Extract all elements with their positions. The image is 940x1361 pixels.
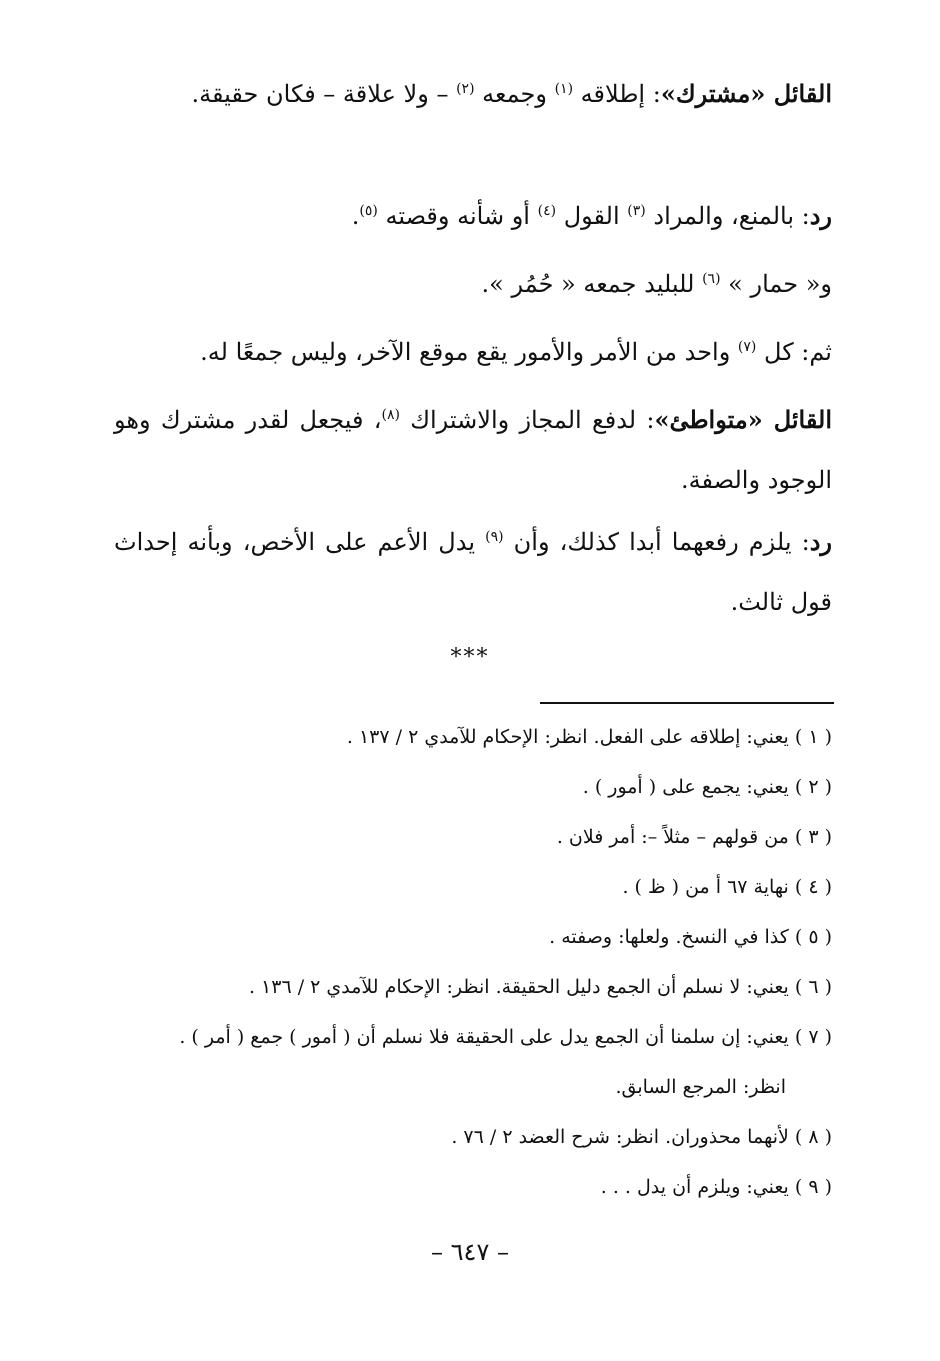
footnote-ref-7: (٧) (737, 339, 757, 355)
paragraph-text: : إطلاقه (573, 80, 661, 108)
paragraph-qaail-mutawati (114, 390, 832, 510)
paragraph-text: ثم: كل (756, 338, 832, 366)
paragraph-text: واحد من الأمر والأمور يقع موقع الآخر، وليس جمعًا له. (200, 338, 738, 366)
paragraph-text: – ولا علاقة – فكان حقيقة. (191, 80, 457, 108)
paragraph-text: القول (556, 202, 628, 230)
paragraph-himar (114, 254, 832, 314)
paragraph-text: أو شأنه وقصته (377, 202, 538, 230)
footnote-ref-3: (٣) (627, 203, 646, 219)
footnote-5: ( ٥ ) كذا في النسخ. ولعلها: وصفته . (549, 926, 832, 948)
paragraph-radd-1 (114, 186, 832, 246)
footnote-ref-4: (٤) (537, 203, 557, 219)
footnote-ref-6: (٦) (702, 271, 721, 287)
paragraph-radd-2 (114, 512, 832, 632)
paragraph-text: و« حمار » (720, 270, 832, 298)
footnote-ref-8: (٨) (381, 407, 400, 423)
paragraph-thumma (114, 322, 832, 382)
paragraph-text: ، فيجعل لقدر مشترك وهو الوجود والصفة. (114, 406, 832, 494)
footnote-divider (540, 702, 834, 704)
paragraph-text: : لدفع المجاز والاشتراك (399, 406, 655, 434)
page-number: – ٦٤٧ – (431, 1238, 509, 1266)
paragraph-text: يدل الأعم على الأخص، وبأنه إحداث قول ثالث. (114, 528, 832, 616)
footnote-3: ( ٣ ) من قولهم – مثلاً –: أمر فلان . (556, 826, 832, 848)
footnote-9: ( ٩ ) يعني: ويلزم أن يدل . . . (600, 1176, 832, 1198)
paragraph-text: وجمعه (474, 80, 555, 108)
paragraph-qaail-mushtarak (114, 64, 832, 124)
footnote-1: ( ١ ) يعني: إطلاقه على الفعل. انظر: الإحكام للآمدي ٢ / ١٣٧ . (346, 726, 832, 748)
section-separator: *** (450, 645, 490, 670)
footnote-2: ( ٢ ) يعني: يجمع على ( أمور ) . (582, 776, 832, 798)
paragraph-text: : بالمنع، والمراد (645, 202, 810, 230)
paragraph-lead: القائل «مشترك» (660, 79, 832, 108)
footnote-6: ( ٦ ) يعني: لا نسلم أن الجمع دليل الحقيقة. انظر: الإحكام للآمدي ٢ / ١٣٦ . (248, 976, 832, 998)
footnote-7: ( ٧ ) يعني: إن سلمنا أن الجمع يدل على الحقيقة فلا نسلم أن ( أمور ) جمع ( أمر ) . (179, 1026, 832, 1048)
footnote-ref-2: (٢) (456, 81, 475, 97)
footnote-4: ( ٤ ) نهاية ٦٧ أ من ( ظ ) . (622, 876, 832, 898)
paragraph-lead: القائل «متواطئ» (654, 405, 832, 434)
footnote-ref-5: (٥) (359, 203, 378, 219)
paragraph-lead: رد (809, 201, 832, 230)
paragraph-text: للبليد جمعه « حُمُر ». (481, 270, 703, 298)
footnote-ref-1: (١) (554, 81, 574, 97)
paragraph-text: : يلزم رفعهما أبدا كذلك، وأن (503, 528, 810, 556)
footnote-8: ( ٨ ) لأنهما محذوران. انظر: شرح العضد ٢ / ٧٦ . (451, 1126, 832, 1148)
paragraph-lead: رد (809, 527, 832, 556)
footnotes-section (114, 712, 832, 1212)
footnote-7-continuation: انظر: المرجع السابق. (615, 1076, 786, 1098)
footnote-ref-9: (٩) (485, 529, 504, 545)
paragraph-text: . (351, 202, 360, 230)
